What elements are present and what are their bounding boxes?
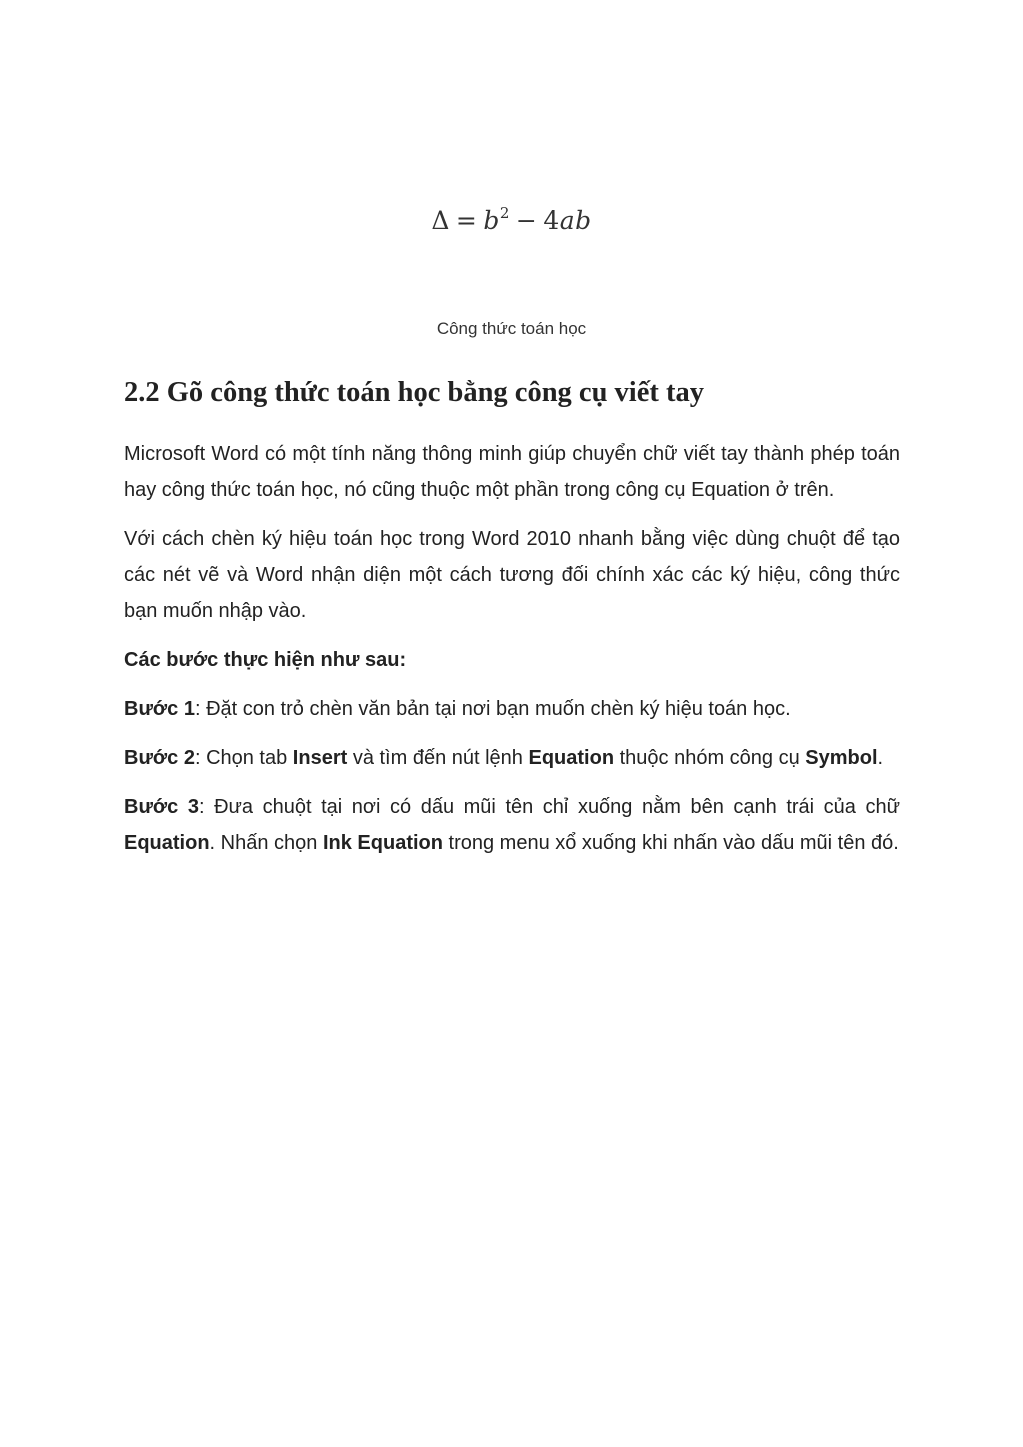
equation-b: b <box>483 206 500 235</box>
step-3-equation: Equation <box>124 832 210 854</box>
equation-equals: = <box>455 206 478 235</box>
step-2-insert: Insert <box>292 747 348 769</box>
step-2-label: Bước 2 <box>124 747 195 769</box>
step-3 <box>124 789 900 861</box>
step-3-text-2: . Nhấn chọn <box>209 832 323 854</box>
step-3-text-3: trong menu xổ xuống khi nhấn vào dấu mũi tên đó. <box>442 832 899 854</box>
step-2 <box>124 740 900 776</box>
step-2-text-4: . <box>877 747 884 769</box>
step-2-symbol: Symbol <box>805 747 878 769</box>
step-2-text-3: thuộc nhóm công cụ <box>614 747 806 769</box>
equation-minus: − <box>515 206 538 235</box>
step-1-text: : Đặt con trỏ chèn văn bản tại nơi bạn muốn chèn ký hiệu toán học. <box>194 698 791 720</box>
math-equation <box>0 206 1023 235</box>
equation-delta: Δ <box>431 206 450 235</box>
step-3-label: Bước 3 <box>124 796 199 818</box>
step-3-ink-equation: Ink Equation <box>322 832 443 854</box>
paragraph-description: Với cách chèn ký hiệu toán học trong Word 2010 nhanh bằng việc dùng chuột để tạo các nét vẽ và Word nhận diện một cách tương đối chính xác các ký hiệu, công thức bạn muốn nhập vào. <box>124 528 900 622</box>
step-2-text-2: và tìm đến nút lệnh <box>347 747 529 769</box>
paragraph-intro: Microsoft Word có một tính năng thông minh giúp chuyển chữ viết tay thành phép toán hay công thức toán học, nó cũng thuộc một phần trong công cụ Equation ở trên. <box>124 443 900 501</box>
section-heading: 2.2 Gõ công thức toán học bằng công cụ viết tay <box>124 377 704 408</box>
step-2-text-1: : Chọn tab <box>194 747 293 769</box>
step-1 <box>124 691 900 727</box>
equation-term: 4ab <box>543 206 592 235</box>
steps-intro <box>124 642 900 678</box>
steps-intro-text: Các bước thực hiện như sau: <box>124 649 407 671</box>
step-1-label: Bước 1 <box>124 698 195 720</box>
step-2-equation: Equation <box>528 747 615 769</box>
equation-caption: Công thức toán học <box>436 319 587 338</box>
equation-exponent: 2 <box>499 204 510 222</box>
document-body <box>124 372 900 874</box>
step-3-text-1: : Đưa chuột tại nơi có dấu mũi tên chỉ xuống nằm bên cạnh trái của chữ <box>198 796 901 818</box>
